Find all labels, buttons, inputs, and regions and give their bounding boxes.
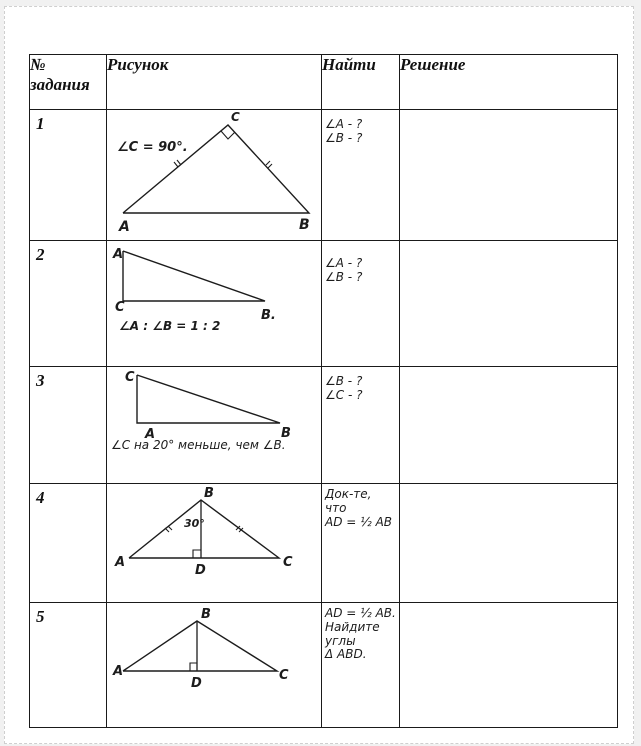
worksheet-page [4, 6, 634, 744]
vertex-label-c: C [115, 300, 125, 315]
triangle-outline [123, 251, 265, 301]
header-find: Найти [322, 55, 400, 110]
task-figure [107, 603, 322, 728]
triangle-figure [107, 241, 322, 366]
task-solution [400, 367, 618, 484]
find-line: Δ ABD. [325, 647, 367, 662]
vertex-label-b: B [299, 217, 310, 233]
find-line: ∠B - ? [325, 374, 363, 388]
task-figure [107, 241, 322, 367]
triangle-figure [107, 367, 322, 483]
task-row [30, 110, 618, 241]
right-angle-mark [193, 550, 201, 558]
header-figure: Рисунок [107, 55, 322, 110]
task-row [30, 241, 618, 367]
task-figure [107, 110, 322, 241]
task-solution [400, 241, 618, 367]
find-line: ∠B - ? [325, 269, 363, 284]
vertex-label-d: D [191, 676, 202, 691]
vertex-label-b: B. [261, 308, 276, 323]
vertex-label-a: A [113, 247, 124, 262]
find-line: ∠A - ? [325, 256, 363, 270]
triangle-figure [107, 603, 322, 727]
angle-label: 30° [184, 517, 205, 530]
task-figure [107, 367, 322, 484]
vertex-label-a: A [115, 555, 126, 570]
task-number: 5 [30, 603, 107, 728]
find-line: Док-те, [325, 487, 372, 501]
task-find [322, 241, 400, 367]
task-find [322, 484, 400, 603]
tick-mark [266, 161, 270, 165]
header-row [30, 55, 618, 110]
tick-mark [177, 160, 181, 165]
task-number: 2 [30, 241, 107, 367]
vertex-label-d: D [195, 563, 206, 578]
header-solution: Решение [400, 55, 618, 110]
header-number: № задания [30, 55, 107, 110]
vertex-label-b: B [204, 486, 214, 501]
angle-condition: ∠C на 20° меньше, чем ∠B. [111, 439, 286, 452]
find-line: ∠A - ? [325, 117, 363, 131]
task-find [322, 367, 400, 484]
right-angle-mark [221, 131, 235, 139]
vertex-label-a: A [113, 664, 124, 679]
vertex-label-c: C [279, 668, 289, 683]
triangle-outline [137, 375, 280, 423]
vertex-label-c: C [125, 370, 135, 385]
find-line: что [325, 500, 347, 515]
tick-mark [165, 528, 169, 532]
vertex-label-c: C [231, 110, 240, 124]
tasks-table [29, 54, 618, 728]
tick-mark [268, 164, 272, 168]
vertex-label-a: A [119, 219, 130, 235]
find-line: ∠B - ? [325, 130, 363, 145]
task-number: 1 [30, 110, 107, 241]
vertex-label-b: B [201, 607, 211, 622]
task-row [30, 484, 618, 603]
task-figure [107, 484, 322, 603]
find-line: AD = ½ AB [325, 514, 393, 529]
task-number: 4 [30, 484, 107, 603]
vertex-label-c: C [283, 555, 293, 570]
right-angle-mark [190, 663, 197, 671]
tick-mark [168, 526, 172, 530]
task-row [30, 603, 618, 728]
vertex-label-a: A [145, 427, 156, 442]
find-line: AD = ½ AB. [325, 606, 396, 620]
task-row [30, 367, 618, 484]
task-solution [400, 603, 618, 728]
vertex-label-b: B [281, 426, 291, 441]
task-find [322, 603, 400, 728]
triangle-outline [123, 621, 277, 671]
triangle-figure [107, 110, 322, 240]
triangle-outline [123, 125, 309, 213]
angle-condition: ∠A : ∠B = 1 : 2 [119, 319, 221, 333]
task-number: 3 [30, 367, 107, 484]
angle-condition: ∠C = 90°. [117, 140, 188, 155]
find-line: ∠C - ? [325, 387, 363, 402]
task-find [322, 110, 400, 241]
triangle-figure [107, 484, 322, 602]
find-line: углы [325, 633, 356, 648]
task-solution [400, 484, 618, 603]
task-solution [400, 110, 618, 241]
tick-mark [174, 162, 178, 167]
find-line: Найдите [325, 619, 380, 634]
